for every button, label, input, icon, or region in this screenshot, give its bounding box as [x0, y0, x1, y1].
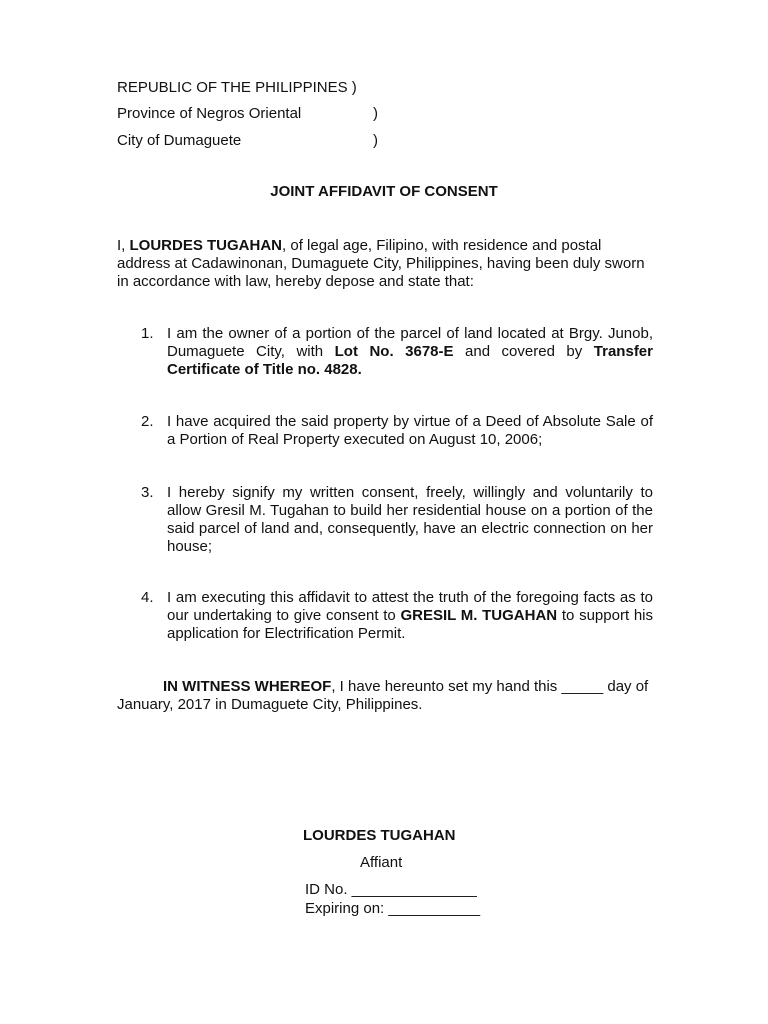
- list-item-text: to support his application for Electrification Permit.: [167, 607, 654, 642]
- list-item-body: I hereby signify my written consent, freely, willingly and voluntarily to allow Gresil M. Tugahan to build her residential house on a portion of the said parcel of land and, consequently, have an electric connection on her house;: [167, 484, 653, 555]
- list-item-4: [141, 589, 653, 643]
- list-item-body: [167, 589, 653, 643]
- title-number: Transfer Certificate of Title no. 4828.: [167, 343, 653, 378]
- id-expiring-line: Expiring on: ___________: [305, 900, 481, 917]
- list-item-number: 1.: [141, 325, 154, 342]
- caption-city: City of Dumaguete: [117, 132, 242, 149]
- signatory-name: LOURDES TUGAHAN: [303, 827, 456, 844]
- document-title: JOINT AFFIDAVIT OF CONSENT: [270, 183, 498, 200]
- intro-prefix: I,: [117, 237, 130, 254]
- list-item-text: I am the owner of a portion of the parcel of land located at Brgy. Junob, Dumaguete City, with: [167, 325, 653, 360]
- list-item-number: 4.: [141, 589, 154, 606]
- list-item-text: and covered by: [453, 343, 594, 360]
- list-item-text: I am executing this affidavit to attest the truth of the foregoing facts as to our undertaking to give consent to: [167, 589, 653, 624]
- list-item-1: [141, 325, 653, 379]
- gresil-name-bold: GRESIL M. TUGAHAN: [400, 607, 558, 624]
- list-item-2: [141, 413, 653, 449]
- list-item-body: [167, 325, 653, 379]
- witness-bold: IN WITNESS WHEREOF: [163, 678, 332, 695]
- lot-number: Lot No. 3678-E: [334, 343, 454, 360]
- list-item-body: I have acquired the said property by virtue of a Deed of Absolute Sale of a Portion of Real Property executed on August 10, 2006;: [167, 413, 653, 448]
- witness-paragraph: [117, 678, 653, 714]
- caption-province-paren: ): [373, 105, 378, 122]
- witness-indent: [117, 678, 163, 695]
- witness-text: , I have hereunto set my hand this _____ day of January, 2017 in Dumaguete City, Philippines.: [117, 678, 649, 713]
- id-number-line: ID No. _______________: [305, 881, 477, 898]
- list-item-3: [141, 484, 653, 556]
- list-item-number: 2.: [141, 413, 154, 430]
- intro-paragraph: [117, 237, 653, 291]
- intro-text: , of legal age, Filipino, with residence and postal address at Cadawinonan, Dumaguete City, Philippines, having been duly sworn in accordance with law, hereby depose and state that:: [117, 237, 645, 290]
- caption-city-paren: ): [373, 132, 378, 149]
- list-item-number: 3.: [141, 484, 154, 501]
- caption-republic: REPUBLIC OF THE PHILIPPINES ): [117, 79, 357, 96]
- affiant-name-bold: LOURDES TUGAHAN: [129, 237, 283, 254]
- caption-province: Province of Negros Oriental: [117, 105, 302, 122]
- signatory-role: Affiant: [360, 854, 403, 871]
